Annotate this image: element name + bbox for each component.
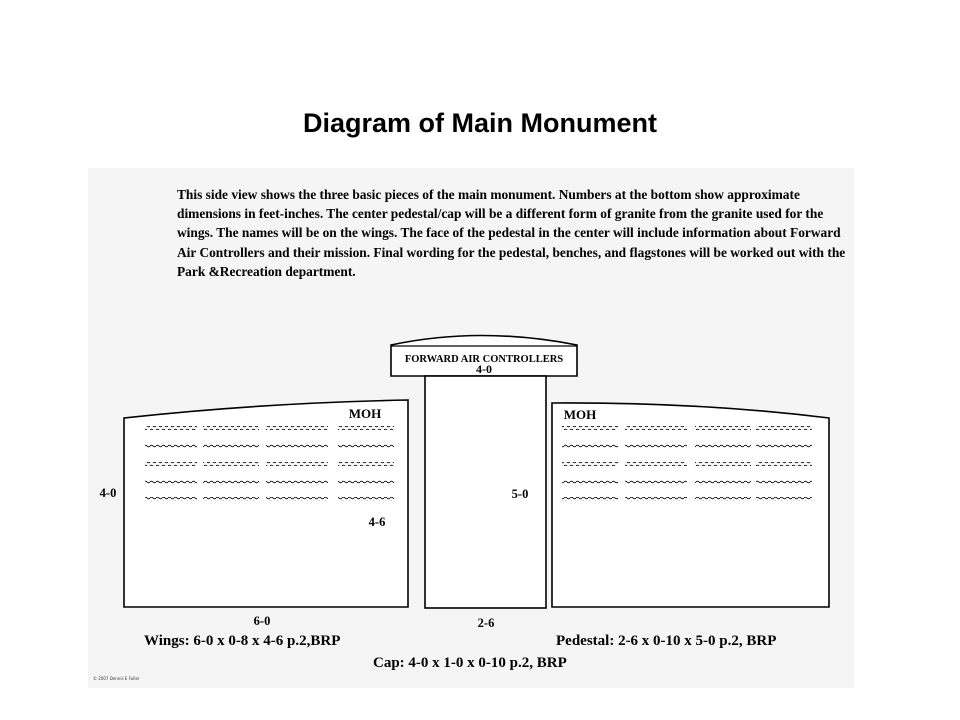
pedestal-width-label: 2-6 (477, 616, 495, 630)
left-wing-tag: MOH (348, 406, 382, 421)
wings-spec: Wings: 6-0 x 0-8 x 4-6 p.2,BRP (144, 633, 341, 649)
cap-spec: Cap: 4-0 x 1-0 x 0-10 p.2, BRP (373, 655, 567, 671)
left-wing-width-label: 6-0 (253, 614, 271, 628)
pedestal-spec: Pedestal: 2-6 x 0-10 x 5-0 p.2, BRP (556, 633, 777, 649)
description-text: This side view shows the three basic pieces of the main monument. Numbers at the bottom show approximate dimensions in feet-inches. The center pedestal/cap will be a different form of granite from the granite used for the wings. The names will be on the wings. The face of the pedestal in the center will include information about Forward Air Controllers and their mission. Final wording for the pedestal, benches, and flagstones will be worked out with the Park &Recreation department. (177, 187, 846, 279)
left-wing-shape (124, 400, 408, 607)
pedestal-height-label: 5-0 (511, 487, 529, 501)
cap-width-label: 4-0 (476, 362, 492, 376)
left-wing-inner-height-label: 4-6 (368, 515, 386, 529)
credit-text: © 2007 Dennis E Fuller (93, 676, 140, 681)
left-wing-height-label: 4-0 (99, 486, 117, 500)
right-wing-shape (552, 403, 829, 607)
right-wing-tag: MOH (563, 407, 597, 422)
cap-label: FORWARD AIR CONTROLLERS (404, 354, 564, 365)
page-title: Diagram of Main Monument (302, 108, 657, 138)
